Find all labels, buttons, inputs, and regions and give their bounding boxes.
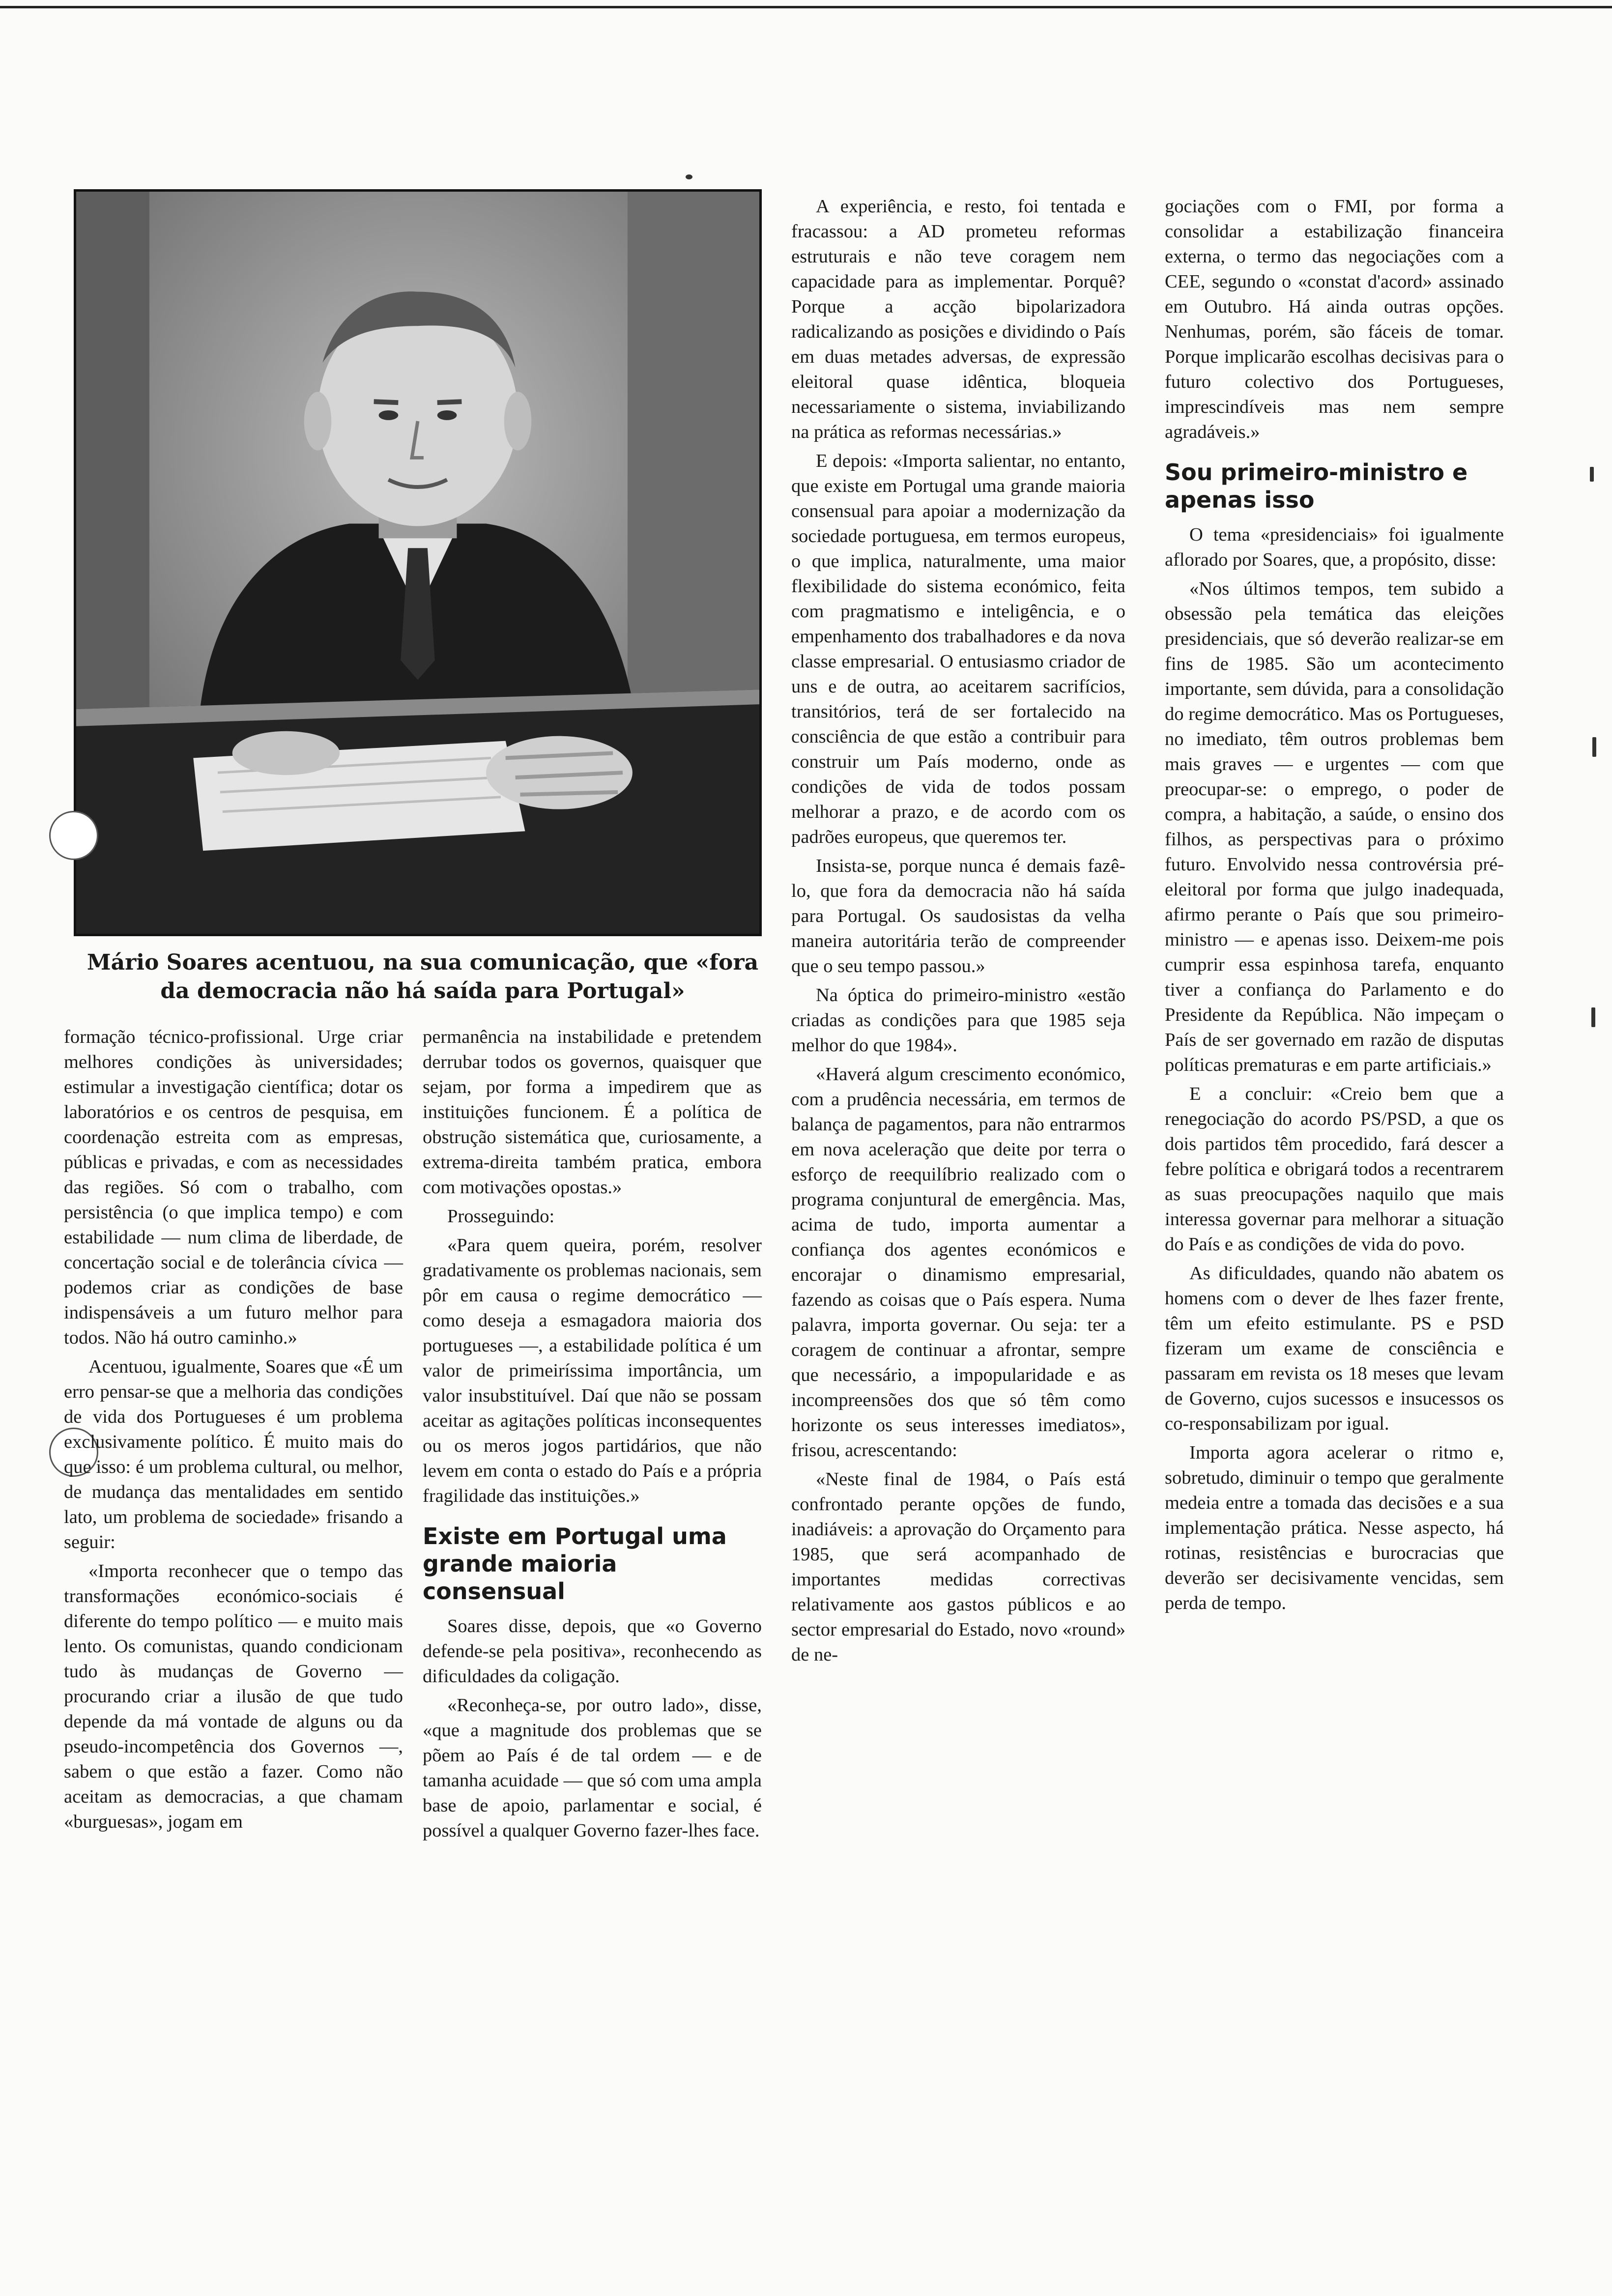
print-speck <box>1590 467 1594 482</box>
paragraph: As dificuldades, quando não abatem os homens com o dever de lhes fazer frente, têm um efeito estimulante. PS e PSD fizeram um exame de consciência e passaram em revista os 18 meses que levam de Governo, cujos sucessos e insucessos os co-responsabilizam por igual. <box>1165 1263 1504 1434</box>
paragraph: «Para quem queira, porém, resolver gradativamente os problemas nacionais, sem pôr em causa o regime democrático — como deseja a esmagadora maioria dos portugueses —, a estabilidade política é um valor de primeiríssima importância, um valor insubstituível. Daí que não se possam aceitar as agitações políticas inconsequentes ou os meros jogos partidários, que não levem em conta o estado do País e a própria fragilidade das instituições.» <box>423 1235 762 1506</box>
photo-caption: Mário Soares acentuou, na sua comunicação, que «fora da democracia não há saída para Portugal» <box>86 950 759 1004</box>
section-heading: Sou primeiro-ministro e apenas isso <box>1165 459 1468 513</box>
paragraph: A experiência, e resto, foi tentada e fracassou: a AD prometeu reformas estruturais e não teve coragem nem capacidade para as implementar. Porquê? Porque a acção bipolarizadora radicalizando as posições e dividindo o País em duas metades adversas, de expressão eleitoral quase idêntica, bloqueia necessariamente o sistema, inviabilizando na prática as reformas necessárias.» <box>791 196 1125 442</box>
paragraph: Insista-se, porque nunca é demais fazê-lo, que fora da democracia não há saída para Portugal. Os saudosistas da velha maneira autoritária terão de compreender que o seu tempo passou.» <box>791 856 1125 976</box>
article-column-1 <box>64 1025 403 1835</box>
paragraph: Na óptica do primeiro-ministro «estão criadas as condições para que 1985 seja melhor do que 1984». <box>791 985 1125 1056</box>
paragraph: formação técnico-profissional. Urge criar melhores condições às universidades; estimular a investigação científica; dotar os laboratórios e os centros de pesquisa, em coordenação estreita com as empresas, públicas e privadas, e com as necessidades das regiões. Só com o trabalho, com persistência (o que implica tempo) e com estabilidade — num clima de liberdade, de concertação social e de tolerância cívica — podemos criar as condições de base indispensáveis a um futuro melhor para todos. Não há outro caminho.» <box>64 1027 403 1348</box>
photo-mario-soares <box>74 189 762 936</box>
paragraph: E depois: «Importa salientar, no entanto, que existe em Portugal uma grande maioria consensual para apoiar a modernização da sociedade portuguesa, em termos europeus, o que implica, naturalmente, uma maior flexibilidade do sistema económico, feita com pragmatismo e inteligência, e o empenhamento dos trabalhadores e da nova classe empresarial. O entusiasmo criador de uns e de outra, ao aceitarem sacrifícios, transitórios, terá de ser fortalecido na consciência de que estão a contribuir para construir um País moderno, onde as condições de vida de todos possam melhorar a prazo, e de acordo com os padrões europeus, que queremos ter. <box>791 451 1125 847</box>
print-speck <box>686 174 692 179</box>
paragraph: O tema «presidenciais» foi igualmente aflorado por Soares, que, a propósito, disse: <box>1165 524 1504 570</box>
paragraph: «Importa reconhecer que o tempo das transformações económico-sociais é diferente do tempo político — e muito mais lento. Os comunistas, quando condicionam tudo às mudanças de Governo — procurando criar a ilusão de que tudo depende da má vontade de alguns ou da pseudo-incompetência dos Governos —, sabem o que estão a fazer. Como não aceitam as democracias, a que chamam «burguesas», jogam em <box>64 1561 403 1832</box>
paragraph: E a concluir: «Creio bem que a renegociação do acordo PS/PSD, a que os dois partidos têm procedido, fará descer a febre política e obrigará todos a recentrarem as suas preocupações naquilo que mais interessa governar para melhorar a situação do País e as condições de vida do povo. <box>1165 1084 1504 1255</box>
paragraph: «Nos últimos tempos, tem subido a obsessão pela temática das eleições presidenciais, que só deverão realizar-se em fins de 1985. São um acontecimento importante, sem dúvida, para a consolidação do regime democrático. Mas os Portugueses, no imediato, têm outros problemas bem mais graves — e urgentes — com que preocupar-se: o emprego, o poder de compra, a habitação, a saúde, o ensino dos filhos, as perspectivas para o próximo futuro. Envolvido nessa controvérsia pré-eleitoral por forma que julgo inadequada, afirmo perante o País que sou primeiro-ministro — e apenas isso. Deixem-me pois cumprir essa espinhosa tarefa, enquanto tiver a confiança do Parlamento e do Presidente da República. Não impeçam o País de ser governado em razão de disputas políticas prematuras e em parte artificiais.» <box>1165 578 1504 1075</box>
paragraph: Acentuou, igualmente, Soares que «É um erro pensar-se que a melhoria das condições de vida dos Portugueses é um problema exclusivamente político. É muito mais do que isso: é um problema cultural, ou melhor, de mudança das mentalidades em sentido lato, um problema de sociedade» frisando a seguir: <box>64 1356 403 1552</box>
paragraph: «Neste final de 1984, o País está confrontado perante opções de fundo, inadiáveis: a aprovação do Orçamento para 1985, que será acompanhado de importantes medidas correctivas relativamente aos gastos públicos e ao sector empresarial do Estado, novo «round» de ne- <box>791 1469 1125 1665</box>
article-column-3 <box>791 194 1125 1667</box>
paragraph: «Haverá algum crescimento económico, com a prudência necessária, em termos de balança de pagamentos, para não entrarmos em nova aceleração que deite por terra o esforço de reequilíbrio realizado com o programa conjuntural de emergência. Mas, acima de tudo, importa aumentar a confiança dos agentes económicos e encorajar o dinamismo empresarial, fazendo as coisas que o País espera. Numa palavra, importa governar. Ou seja: ter a coragem de continuar a afrontar, sempre que necessário, a impopularidade e as incompreensões dos que só têm como horizonte os seus interesses imediatos», frisou, acrescentando: <box>791 1064 1125 1461</box>
paragraph: Soares disse, depois, que «o Governo defende-se pela positiva», reconhecendo as dificuldades da coligação. <box>423 1616 762 1687</box>
top-rule <box>0 6 1612 8</box>
paragraph: Prosseguindo: <box>447 1206 555 1227</box>
article-column-2 <box>423 1025 762 1843</box>
print-speck <box>1591 1007 1595 1027</box>
paragraph: permanência na instabilidade e pretendem derrubar todos os governos, quaisquer que sejam, por forma a impedirem que as instituições funcionem. É a política de obstrução sistemática que, curiosamente, a extrema-direita também pratica, embora com motivações opostas.» <box>423 1027 762 1198</box>
paragraph: Importa agora acelerar o ritmo e, sobretudo, diminuir o tempo que geralmente medeia entre a tomada das decisões e a sua implementação prática. Nesse aspecto, há rotinas, resistências e burocracias que deverão ser decisivamente vencidas, sem perda de tempo. <box>1165 1442 1504 1613</box>
photograph-icon <box>76 192 759 934</box>
paragraph: «Reconheça-se, por outro lado», disse, «que a magnitude dos problemas que se põem ao País é de tal ordem — e de tamanha acuidade — que só com uma ampla base de apoio, parlamentar e social, é possível a qualquer Governo fazer-lhes face. <box>423 1695 762 1841</box>
print-speck <box>1592 737 1596 757</box>
article-column-4 <box>1165 194 1504 1616</box>
punch-hole <box>49 811 98 860</box>
section-heading: Existe em Portugal uma grande maioria consensual <box>423 1523 727 1605</box>
paragraph: gociações com o FMI, por forma a consolidar a estabilização financeira externa, o termo das negociações com a CEE, segundo o «constat d'acord» assinado em Outubro. Há ainda outras opções. Nenhumas, porém, são fáceis de tomar. Porque implicarão escolhas decisivas para o futuro colectivo dos Portugueses, imprescindíveis mas nem sempre agradáveis.» <box>1165 196 1504 442</box>
